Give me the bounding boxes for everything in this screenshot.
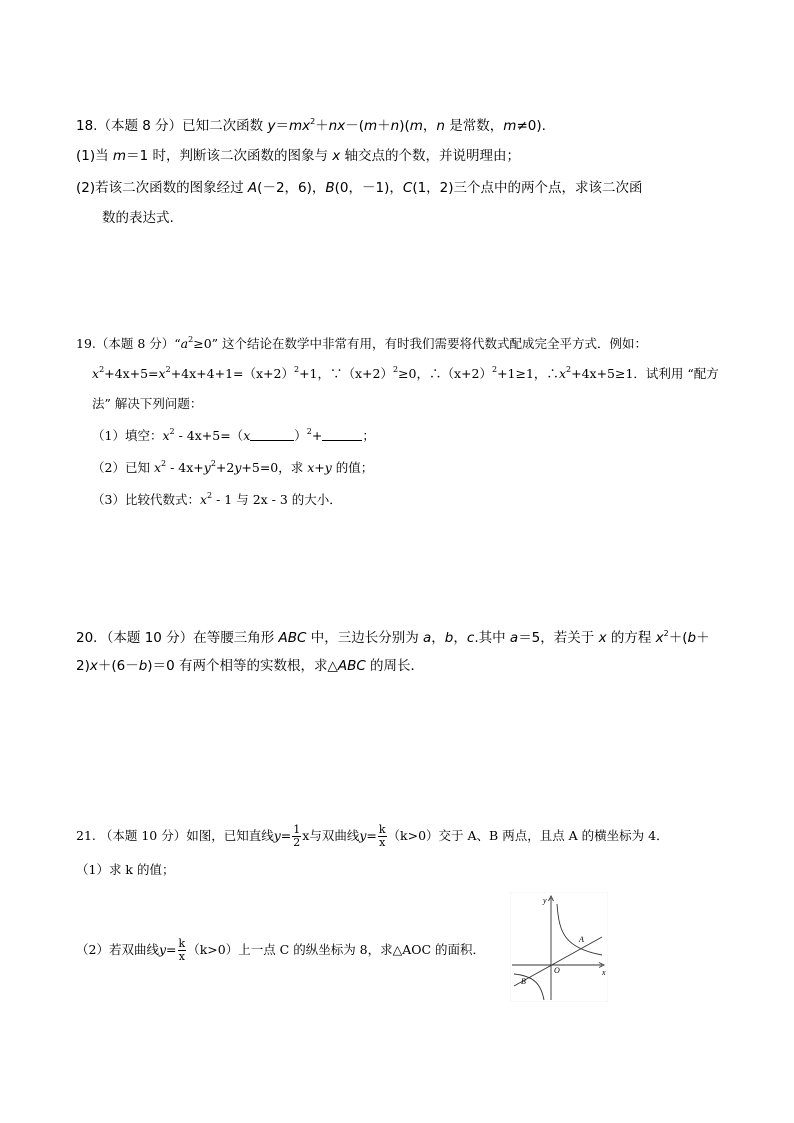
q20-line2: 2)x＋(6－b)＝0 有两个相等的实数根，求△ABC 的周长． <box>76 658 425 674</box>
q21-sub1: （1）求 k 的值； <box>76 862 175 877</box>
q19-sub3: （3）比较代数式：$x^2 - 1$ 与 2x - 3 的大小． <box>92 491 342 507</box>
q18-part1: (1)当 m＝1 时，判断该二次函数的图象与 x 轴交点的个数，并说明理由； <box>76 148 521 164</box>
answer-blank-1[interactable] <box>250 428 294 441</box>
function-graph-figure <box>510 892 608 1002</box>
fraction-k-over-x: $\frac{k}{x}$ <box>378 823 386 849</box>
fraction-one-half: $\frac{1}{2}$ <box>293 823 301 849</box>
q19-sub1: （1）填空：$x^2 - 4x+5=(x$ ）$^2$+ ； <box>92 427 375 443</box>
q19-sub2: （2）已知 $x^2 - 4x+y^2+2y+5=0$，求 x+y 的值； <box>92 459 374 475</box>
point-a-label: A <box>579 935 584 944</box>
q19-intro-cont: 法” 解决下列问题： <box>92 396 203 411</box>
q20-line1: 20．（本题 10 分）在等腰三角形 ABC 中，三边长分别为 a，b，c.其中 a＝5，若关于 x 的方程 $x^2+(b+$ <box>76 629 710 646</box>
q18-part2-cont: 数的表达式. <box>102 210 174 226</box>
origin-label: O <box>554 966 560 975</box>
q21-sub2: （2）若双曲线y= $\frac{k}{x}$ （k>0）上一点 C 的纵坐标为 8，求△AOC 的面积． <box>76 937 486 963</box>
q18-title: 18.（本题 8 分）已知二次函数 $y=mx^2+nx-(m+n)(m$，n 是常数，m≠0). <box>76 117 546 134</box>
q21-title: 21. （本题 10 分）如图，已知直线y= $\frac{1}{2}$ x与双曲线y= $\frac{k}{x}$ （k>0）交于 A、B 两点，且点 A 的横坐标为 4． <box>76 823 669 849</box>
fraction-k-over-x-2: $\frac{k}{x}$ <box>178 937 186 963</box>
y-axis-label: y <box>543 896 547 905</box>
q19-title: 19.（本题 8 分）“$a^2\ge 0$” 这个结论在数学中非常有用，有时我们需要将代数式配成完全平方式．例如： <box>76 335 648 351</box>
answer-blank-2[interactable] <box>322 428 362 441</box>
point-b-label: B <box>521 977 526 986</box>
x-axis-label: x <box>602 968 606 977</box>
q18-part2: (2)若该二次函数的图象经过 A(－2，6)，B(0，－1)，C(1，2)三个点中的两个点，求该二次函 <box>76 180 643 196</box>
q19-example: $x^2+4x+5=x^2+4x+4+1=(x+2)^2+1$，$\because(x+2)^2\ge 0$，$\therefore(x+2)^2+1\ge 1$，$\therefore x^2+4x+5\ge 1$．试利用 “配方 <box>92 365 719 381</box>
